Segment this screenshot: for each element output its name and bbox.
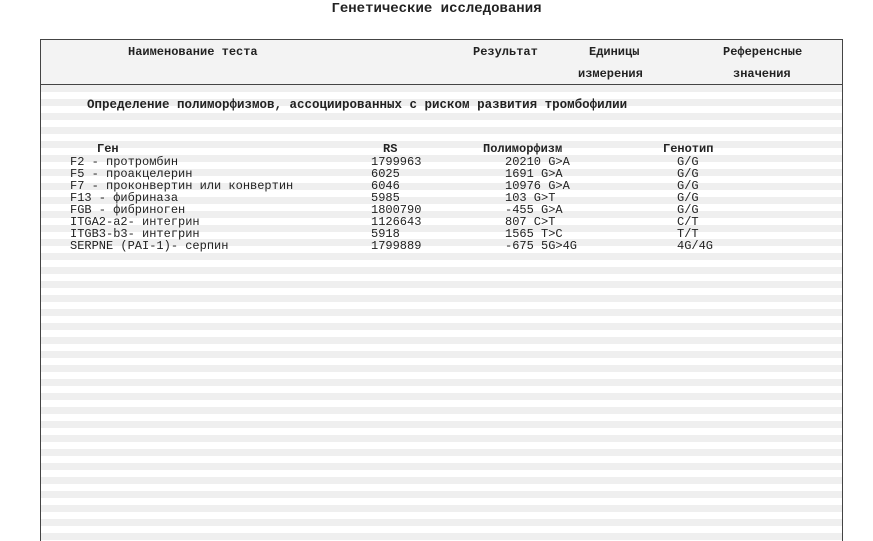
- column-gene: Ген: [97, 142, 119, 156]
- header-reference-line1: Референсные: [723, 45, 803, 59]
- genotype-cell: G/G: [677, 155, 699, 169]
- rs-cell: 1799889: [371, 239, 422, 253]
- polymorphism-cell: 1565 T>C: [505, 227, 563, 241]
- section-title: Определение полиморфизмов, ассоциированных с риском развития тромбофилии: [87, 98, 628, 112]
- header-units-line2: измерения: [578, 67, 643, 81]
- gene-cell: SERPNE (PAI-1)- серпин: [70, 239, 229, 253]
- genotype-cell: G/G: [677, 167, 699, 181]
- rs-cell: 5985: [371, 191, 400, 205]
- polymorphism-cell: 10976 G>A: [505, 179, 570, 193]
- genotype-cell: G/G: [677, 203, 699, 217]
- rs-cell: 1800790: [371, 203, 422, 217]
- column-rs: RS: [383, 142, 398, 156]
- rs-cell: 1126643: [371, 215, 422, 229]
- column-polymorphism: Полиморфизм: [483, 142, 563, 156]
- polymorphism-cell: 20210 G>A: [505, 155, 570, 169]
- gene-cell: ITGA2-a2- интегрин: [70, 215, 200, 229]
- gene-cell: F5 - проакцелерин: [70, 167, 193, 181]
- rs-cell: 1799963: [371, 155, 422, 169]
- results-sheet: [40, 39, 843, 541]
- genotype-cell: 4G/4G: [677, 239, 714, 253]
- page-title: Генетические исследования: [331, 1, 542, 17]
- polymorphism-cell: 807 C>T: [505, 215, 556, 229]
- striped-background: [41, 85, 842, 541]
- polymorphism-cell: -455 G>A: [505, 203, 563, 217]
- table-row: [41, 240, 842, 252]
- header-result: Результат: [473, 45, 538, 59]
- gene-cell: FGB - фибриноген: [70, 203, 186, 217]
- rs-cell: 6046: [371, 179, 400, 193]
- genotype-cell: G/G: [677, 179, 699, 193]
- gene-cell: F13 - фибриназа: [70, 191, 179, 205]
- polymorphism-cell: 103 G>T: [505, 191, 556, 205]
- rs-cell: 5918: [371, 227, 400, 241]
- genotype-cell: T/T: [677, 227, 699, 241]
- column-genotype: Генотип: [663, 142, 714, 156]
- header-test-name: Наименование теста: [128, 45, 258, 59]
- header-reference-line2: значения: [733, 67, 791, 81]
- gene-cell: F7 - проконвертин или конвертин: [70, 179, 294, 193]
- gene-cell: ITGB3-b3- интегрин: [70, 227, 200, 241]
- gene-cell: F2 - протромбин: [70, 155, 179, 169]
- header-units-line1: Единицы: [589, 45, 640, 59]
- polymorphism-cell: 1691 G>A: [505, 167, 563, 181]
- table-header: [41, 40, 842, 85]
- genotype-cell: C/T: [677, 215, 699, 229]
- rs-cell: 6025: [371, 167, 400, 181]
- polymorphism-cell: -675 5G>4G: [505, 239, 578, 253]
- genotype-cell: G/G: [677, 191, 699, 205]
